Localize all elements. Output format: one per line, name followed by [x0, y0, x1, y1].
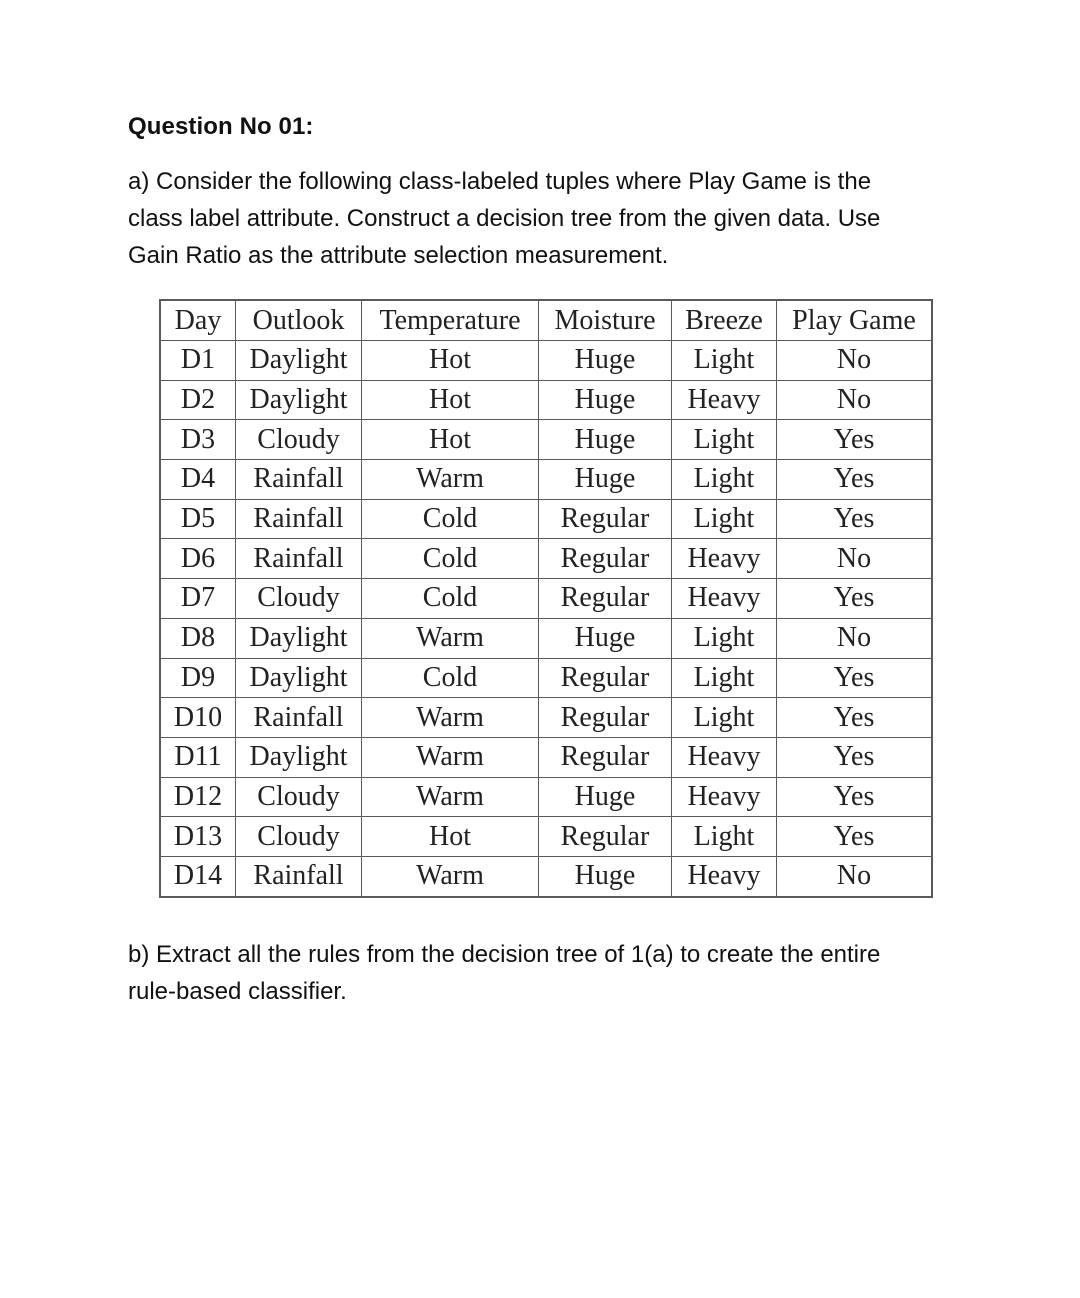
header-moisture: Moisture	[539, 301, 672, 341]
cell-temperature: Hot	[362, 420, 539, 460]
cell-temperature: Warm	[362, 737, 539, 777]
cell-moisture: Huge	[539, 618, 672, 658]
cell-play-game: No	[777, 856, 932, 896]
table-row	[161, 579, 932, 619]
cell-temperature: Warm	[362, 460, 539, 500]
table-row	[161, 817, 932, 857]
cell-play-game: Yes	[777, 658, 932, 698]
cell-day: D10	[161, 698, 236, 738]
cell-day: D14	[161, 856, 236, 896]
cell-outlook: Rainfall	[236, 856, 362, 896]
cell-play-game: Yes	[777, 817, 932, 857]
cell-temperature: Warm	[362, 618, 539, 658]
cell-outlook: Rainfall	[236, 698, 362, 738]
cell-outlook: Daylight	[236, 618, 362, 658]
cell-breeze: Heavy	[672, 579, 777, 619]
header-outlook: Outlook	[236, 301, 362, 341]
cell-day: D5	[161, 499, 236, 539]
cell-day: D3	[161, 420, 236, 460]
cell-play-game: Yes	[777, 460, 932, 500]
part-a-line: a) Consider the following class-labeled tuples where Play Game is the	[128, 168, 872, 195]
cell-play-game: Yes	[777, 777, 932, 817]
cell-breeze: Heavy	[672, 777, 777, 817]
cell-breeze: Light	[672, 499, 777, 539]
cell-temperature: Warm	[362, 698, 539, 738]
cell-temperature: Hot	[362, 817, 539, 857]
cell-moisture: Huge	[539, 420, 672, 460]
cell-play-game: Yes	[777, 698, 932, 738]
cell-breeze: Light	[672, 460, 777, 500]
cell-breeze: Heavy	[672, 539, 777, 579]
cell-play-game: Yes	[777, 420, 932, 460]
header-day: Day	[161, 301, 236, 341]
question-title: Question No 01:	[128, 113, 314, 140]
cell-day: D13	[161, 817, 236, 857]
cell-breeze: Light	[672, 420, 777, 460]
cell-moisture: Huge	[539, 341, 672, 381]
part-a-text	[128, 163, 968, 274]
table-row	[161, 380, 932, 420]
cell-play-game: Yes	[777, 499, 932, 539]
cell-temperature: Warm	[362, 856, 539, 896]
cell-moisture: Regular	[539, 658, 672, 698]
part-a-line: Gain Ratio as the attribute selection measurement.	[128, 242, 669, 269]
cell-day: D6	[161, 539, 236, 579]
cell-breeze: Heavy	[672, 856, 777, 896]
cell-play-game: No	[777, 380, 932, 420]
table-header-row	[161, 301, 932, 341]
part-b-line: rule-based classifier.	[128, 978, 347, 1005]
cell-outlook: Rainfall	[236, 539, 362, 579]
cell-day: D9	[161, 658, 236, 698]
part-b-line: b) Extract all the rules from the decision tree of 1(a) to create the entire	[128, 941, 881, 968]
cell-day: D2	[161, 380, 236, 420]
cell-moisture: Huge	[539, 460, 672, 500]
table-row	[161, 856, 932, 896]
cell-moisture: Regular	[539, 499, 672, 539]
table-row	[161, 420, 932, 460]
cell-moisture: Huge	[539, 380, 672, 420]
cell-day: D7	[161, 579, 236, 619]
cell-outlook: Daylight	[236, 658, 362, 698]
cell-moisture: Regular	[539, 737, 672, 777]
cell-moisture: Huge	[539, 777, 672, 817]
header-temperature: Temperature	[362, 301, 539, 341]
cell-day: D4	[161, 460, 236, 500]
part-b-text	[128, 936, 968, 1010]
cell-temperature: Cold	[362, 658, 539, 698]
cell-moisture: Regular	[539, 698, 672, 738]
cell-day: D8	[161, 618, 236, 658]
cell-breeze: Light	[672, 817, 777, 857]
cell-temperature: Cold	[362, 579, 539, 619]
cell-outlook: Cloudy	[236, 579, 362, 619]
training-data-table	[160, 300, 932, 897]
cell-outlook: Daylight	[236, 737, 362, 777]
cell-outlook: Daylight	[236, 380, 362, 420]
cell-moisture: Regular	[539, 539, 672, 579]
table-row	[161, 658, 932, 698]
cell-outlook: Cloudy	[236, 420, 362, 460]
cell-play-game: Yes	[777, 737, 932, 777]
table-row	[161, 539, 932, 579]
cell-temperature: Hot	[362, 380, 539, 420]
cell-outlook: Cloudy	[236, 817, 362, 857]
cell-temperature: Hot	[362, 341, 539, 381]
cell-moisture: Regular	[539, 579, 672, 619]
cell-play-game: No	[777, 341, 932, 381]
table-row	[161, 499, 932, 539]
header-play-game: Play Game	[777, 301, 932, 341]
cell-breeze: Light	[672, 618, 777, 658]
cell-breeze: Light	[672, 658, 777, 698]
cell-outlook: Rainfall	[236, 499, 362, 539]
cell-breeze: Heavy	[672, 737, 777, 777]
table-row	[161, 460, 932, 500]
cell-breeze: Light	[672, 698, 777, 738]
cell-outlook: Daylight	[236, 341, 362, 381]
table-row	[161, 341, 932, 381]
cell-outlook: Rainfall	[236, 460, 362, 500]
cell-temperature: Warm	[362, 777, 539, 817]
cell-day: D12	[161, 777, 236, 817]
table-row	[161, 777, 932, 817]
cell-temperature: Cold	[362, 499, 539, 539]
table-row	[161, 618, 932, 658]
cell-play-game: No	[777, 539, 932, 579]
part-a-line: class label attribute. Construct a decision tree from the given data. Use	[128, 205, 881, 232]
cell-breeze: Light	[672, 341, 777, 381]
cell-day: D1	[161, 341, 236, 381]
cell-moisture: Regular	[539, 817, 672, 857]
cell-play-game: Yes	[777, 579, 932, 619]
cell-outlook: Cloudy	[236, 777, 362, 817]
table-row	[161, 737, 932, 777]
cell-play-game: No	[777, 618, 932, 658]
cell-breeze: Heavy	[672, 380, 777, 420]
cell-moisture: Huge	[539, 856, 672, 896]
cell-temperature: Cold	[362, 539, 539, 579]
table-row	[161, 698, 932, 738]
header-breeze: Breeze	[672, 301, 777, 341]
table-body	[161, 341, 932, 897]
cell-day: D11	[161, 737, 236, 777]
